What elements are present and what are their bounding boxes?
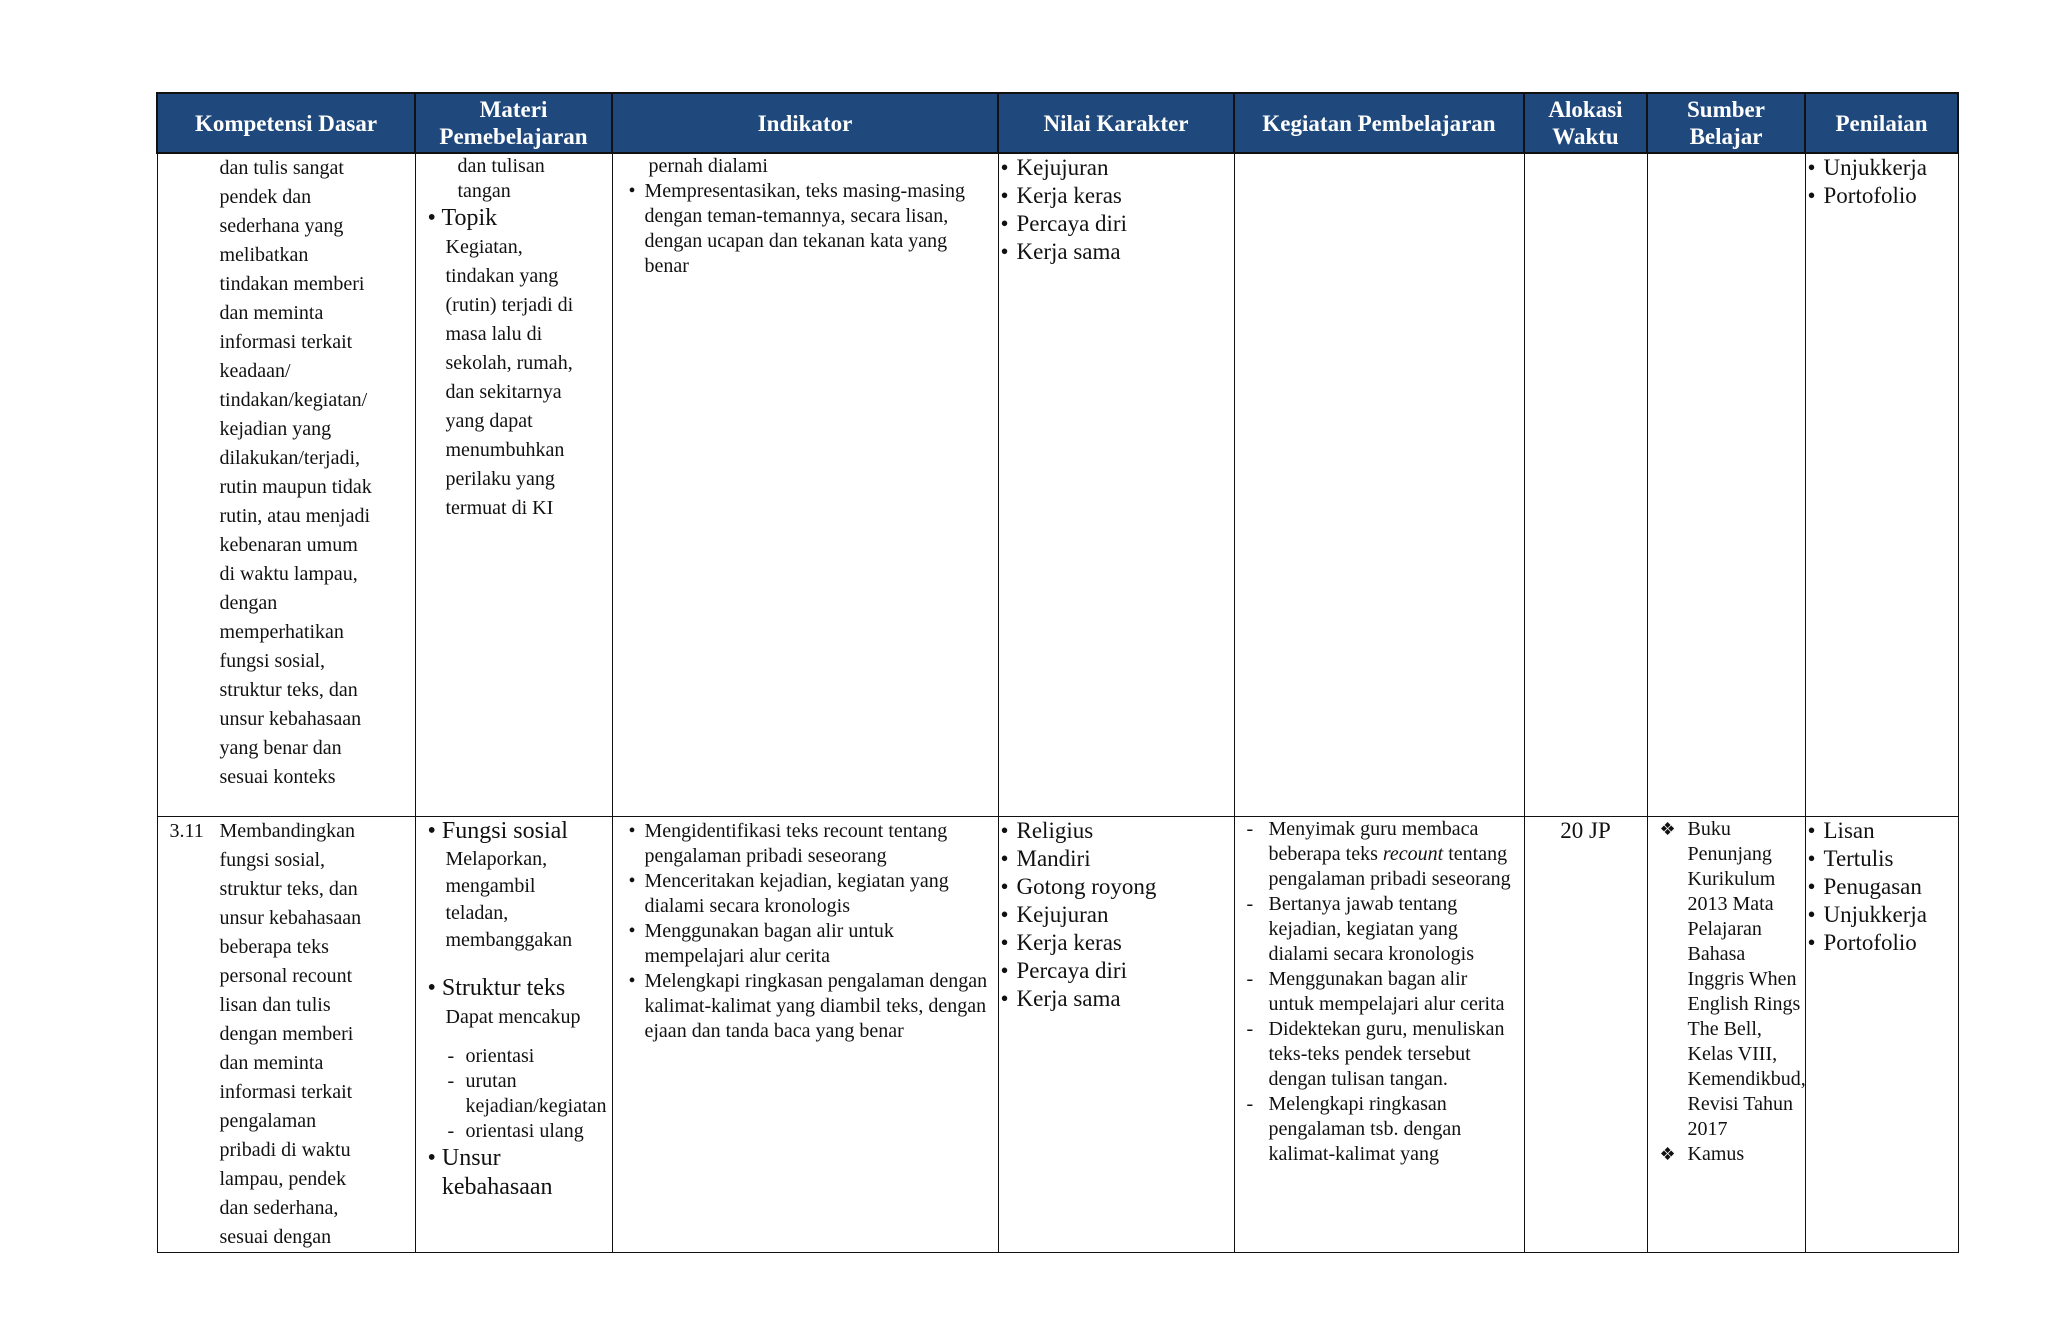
header-materi: Materi Pemebelajaran xyxy=(415,93,612,153)
table-row xyxy=(157,153,1958,817)
header-row xyxy=(157,93,1958,153)
list-item: • Percaya diri xyxy=(999,210,1234,238)
list-item: • Kerja sama xyxy=(999,238,1234,266)
list-item: • Penugasan xyxy=(1806,873,1958,901)
kd-text: Membandingkan fungsi sosial, struktur teks, dan unsur kebahasaan beberapa teks personal recount lisan dan tulis dengan memberi dan meminta informasi terkait pengalaman pribadi di waktu lampau, pendek dan sederhana, sesuai dengan xyxy=(219,820,362,1248)
sumber-item: ❖ Kamus xyxy=(1658,1142,1805,1167)
materi-topic: • Topik xyxy=(427,205,498,231)
list-item: • Kerja keras xyxy=(999,182,1234,210)
kd-cell xyxy=(157,153,415,817)
list-item: • Mengidentifikasi teks recount tentang pengalaman pribadi seseorang xyxy=(627,819,992,869)
header-kompetensi-dasar: Kompetensi Dasar xyxy=(157,93,415,153)
header-sumber-belajar: Sumber Belajar xyxy=(1647,93,1805,153)
sumber-cell xyxy=(1647,153,1805,817)
header-indikator: Indikator xyxy=(612,93,998,153)
list-item: • Mandiri xyxy=(999,845,1234,873)
list-item: • Melengkapi ringkasan pengalaman dengan kalimat-kalimat yang diambil teks, dengan ejaan dan tanda baca yang benar xyxy=(627,969,992,1044)
list-item: • Kejujuran xyxy=(999,154,1234,182)
kegiatan-item: - Melengkapi ringkasan pengalaman tsb. dengan kalimat-kalimat yang xyxy=(1245,1092,1518,1167)
list-item: • Percaya diri xyxy=(999,957,1234,985)
header-penilaian: Penilaian xyxy=(1805,93,1958,153)
list-item: • Religius xyxy=(999,817,1234,845)
kd-text: dan tulis sangat pendek dan sederhana yang melibatkan tindakan memberi dan meminta informasi terkait keadaan/ tindakan/kegiatan/ kejadian yang dilakukan/terjadi, rutin maupun tidak rutin, atau menjadi kebenaran umum di waktu lampau, dengan memperhatikan fungsi sosial, struktur teks, dan unsur kebahasaan yang benar dan sesuai konteks xyxy=(219,157,372,788)
list-item: • Kerja sama xyxy=(999,985,1234,1013)
nilai-cell xyxy=(998,817,1234,1253)
materi-cell: dan tulisan tangan • Topik Kegiatan, tindakan yang (rutin) terjadi di masa lalu di sekolah, rumah, dan sekitarnya yang dapat menumbuhkan perilaku yang termuat di KI xyxy=(415,153,612,817)
header-alokasi-waktu: Alokasi Waktu xyxy=(1524,93,1647,153)
kegiatan-cell xyxy=(1234,153,1524,817)
indikator-cell: pernah dialami • Mempresentasikan, teks masing-masing dengan teman-temannya, secara lisan, dengan ucapan dan tekanan kata yang benar xyxy=(612,153,998,817)
materi-fungsi: • Fungsi sosial xyxy=(427,818,568,844)
kegiatan-item: - Menyimak guru membaca beberapa teks recount tentang pengalaman pribadi seseorang xyxy=(1245,817,1518,892)
sumber-cell xyxy=(1647,817,1805,1253)
penilaian-cell xyxy=(1805,817,1958,1253)
list-item: • Kejujuran xyxy=(999,901,1234,929)
alokasi-cell xyxy=(1524,817,1647,1253)
list-item: • Kerja keras xyxy=(999,929,1234,957)
syllabus-table xyxy=(156,92,1959,1253)
table-row xyxy=(157,817,1958,1253)
penilaian-cell xyxy=(1805,153,1958,817)
indikator-cell xyxy=(612,817,998,1253)
list-item: • Lisan xyxy=(1806,817,1958,845)
header-kegiatan: Kegiatan Pembelajaran xyxy=(1234,93,1524,153)
list-item: • Portofolio xyxy=(1806,929,1958,957)
list-item: • Unjukkerja xyxy=(1806,901,1958,929)
materi-struktur: • Struktur teks xyxy=(427,975,566,1001)
header-nilai-karakter: Nilai Karakter xyxy=(998,93,1234,153)
kd-cell xyxy=(157,817,415,1253)
materi-cell: • Fungsi sosial Melaporkan, mengambil teladan, membanggakan • Struktur teks Dapat mencakup - orientasi - urutan kejadian/kegiatan - orientasi ulang • Unsur kebahasaan xyxy=(415,817,612,1253)
list-item: • Portofolio xyxy=(1806,182,1958,210)
list-item: • Menggunakan bagan alir untuk mempelajari alur cerita xyxy=(627,919,992,969)
list-item: • Gotong royong xyxy=(999,873,1234,901)
list-item: • Tertulis xyxy=(1806,845,1958,873)
alokasi-cell xyxy=(1524,153,1647,817)
list-item: • Unjukkerja xyxy=(1806,154,1958,182)
kegiatan-cell xyxy=(1234,817,1524,1253)
kegiatan-item: - Bertanya jawab tentang kejadian, kegiatan yang dialami secara kronologis xyxy=(1245,892,1518,967)
list-item: • Mempresentasikan, teks masing-masing dengan teman-temannya, secara lisan, dengan ucapan dan tekanan kata yang benar xyxy=(627,179,992,279)
nilai-cell xyxy=(998,153,1234,817)
alokasi-waktu-value: 20 JP xyxy=(1560,818,1611,843)
materi-unsur: • Unsur kebahasaan xyxy=(427,1145,553,1200)
list-item: • Menceritakan kejadian, kegiatan yang dialami secara kronologis xyxy=(627,869,992,919)
sumber-item: ❖ Buku Penunjang Kurikulum 2013 Mata Pelajaran Bahasa Inggris When English Rings The Bell, Kelas VIII, Kemendikbud, Revisi Tahun 2017 xyxy=(1658,817,1805,1142)
kd-number: 3.11 xyxy=(169,820,204,842)
kegiatan-item: - Menggunakan bagan alir untuk mempelajari alur cerita xyxy=(1245,967,1518,1017)
kegiatan-item: - Didektekan guru, menuliskan teks-teks pendek tersebut dengan tulisan tangan. xyxy=(1245,1017,1518,1092)
